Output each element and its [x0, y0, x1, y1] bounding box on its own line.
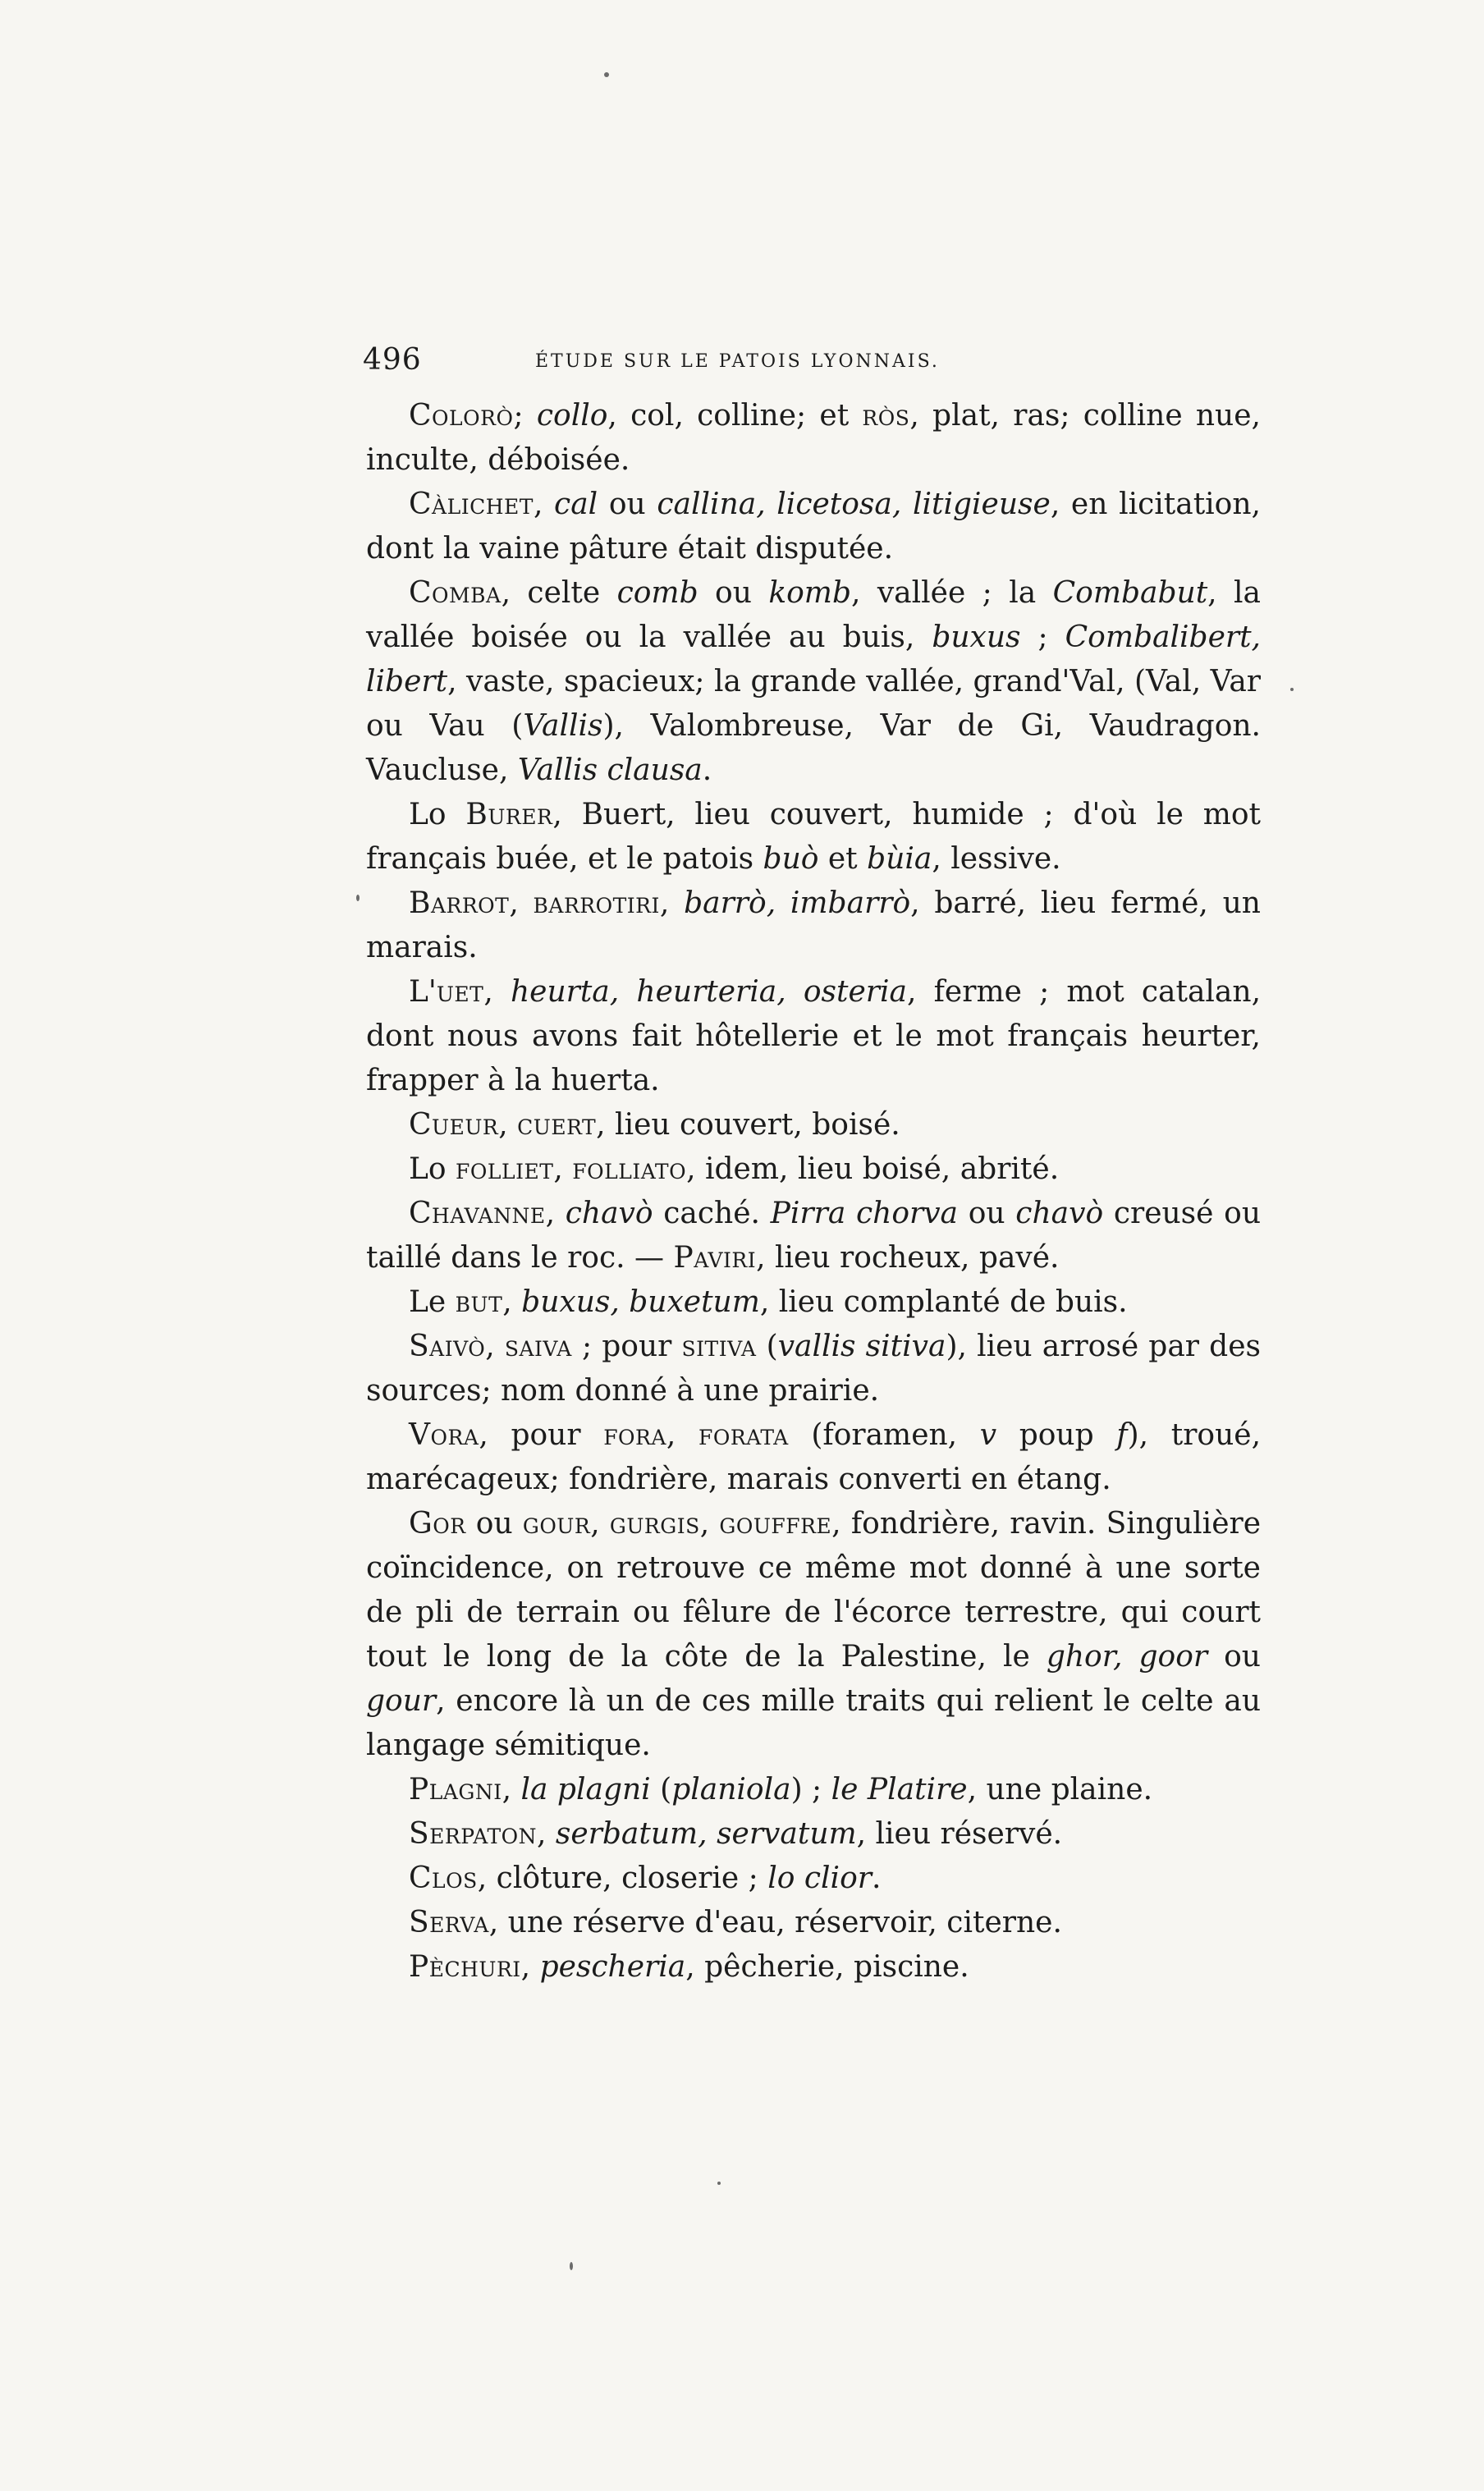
entry-text: , clôture, closerie ; — [477, 1861, 768, 1895]
headword: Comba — [409, 576, 502, 610]
glossary-entry — [366, 483, 1261, 571]
entry-text: caché. — [653, 1197, 771, 1230]
italic-term: barrò, imbarrò — [684, 886, 911, 920]
glossary-entry — [366, 1413, 1261, 1502]
entry-text: , lieu rocheux, pavé. — [756, 1241, 1060, 1275]
entry-text: , une plaine. — [967, 1773, 1153, 1806]
headword: gouffre — [719, 1507, 832, 1541]
entry-text: , — [666, 1418, 698, 1452]
entry-text: ( — [650, 1773, 672, 1806]
headword: gurgis — [609, 1507, 700, 1541]
entry-text: , encore là un de ces mille traits qui relient le celte au langage sémitique. — [366, 1684, 1261, 1762]
italic-term: ghor, goor — [1046, 1640, 1208, 1674]
entry-text: ( — [756, 1330, 778, 1363]
entry-text: , ferme ; mot catalan, dont nous avons fait hôtellerie et le mot français heurter, frapper à la huerta. — [366, 975, 1262, 1097]
entry-text: ), lieu arrosé par des sources; nom donné à une prairie. — [366, 1330, 1261, 1408]
entry-text: , — [699, 1507, 720, 1541]
entry-text: ; — [1020, 620, 1065, 654]
headword: folliet — [456, 1152, 554, 1186]
headword: Saivò — [409, 1330, 486, 1363]
italic-term: buxus, buxetum — [521, 1285, 760, 1319]
entry-text: , idem, lieu boisé, abrité. — [686, 1152, 1060, 1186]
headword: Barrot — [409, 886, 510, 920]
italic-term: comb — [616, 576, 698, 610]
entry-text: poup — [996, 1418, 1117, 1452]
entry-text: , — [502, 1773, 521, 1806]
headword: Serpaton — [409, 1817, 537, 1851]
entry-text: creusé ou taillé dans le roc. — — [366, 1197, 1262, 1275]
entry-text: . — [702, 753, 712, 787]
italic-term: cal — [554, 488, 598, 521]
entry-text: , lessive. — [932, 842, 1061, 876]
entry-text: , — [537, 1817, 556, 1851]
italic-term: gour — [366, 1684, 437, 1718]
entry-text: ou — [598, 488, 657, 521]
italic-term: le Platire — [831, 1773, 968, 1806]
glossary-entry — [366, 394, 1261, 483]
headword: Clos — [409, 1861, 478, 1895]
headword: but — [455, 1285, 503, 1319]
glossary-entry — [366, 793, 1261, 881]
italic-term: v — [979, 1418, 997, 1452]
italic-term: Combabut — [1052, 576, 1208, 610]
entry-text: , en licitation, dont la vaine pâture était disputée. — [366, 488, 1261, 566]
scan-speck — [1290, 688, 1294, 691]
glossary-entry — [366, 1192, 1261, 1280]
body-text — [366, 394, 1261, 1990]
entry-text: ou — [698, 576, 769, 610]
entry-text: et — [818, 842, 868, 876]
scan-speck — [356, 895, 360, 901]
headword: gour — [522, 1507, 591, 1541]
entry-text: Lo — [409, 1152, 456, 1186]
headword: sitiva — [681, 1330, 757, 1363]
entry-text: , fondrière, ravin. Singulière coïncidence, on retrouve ce même mot donné à une sorte de pli de terrain ou fêlure de l'écorce terrestre, qui court tout le long de la côte de la Palestine, le — [366, 1507, 1262, 1674]
entry-text: , pour — [479, 1418, 604, 1452]
entry-text: , pêcherie, piscine. — [685, 1950, 969, 1984]
headword: Càlichet — [409, 488, 534, 521]
headword: fora — [603, 1418, 666, 1452]
glossary-entry — [366, 1103, 1261, 1147]
italic-term: buxus — [932, 620, 1021, 654]
italic-term: chavò — [565, 1197, 653, 1230]
entry-text: , col, colline; et — [607, 399, 863, 433]
italic-term: chavò — [1015, 1197, 1104, 1230]
entry-text: , lieu réservé. — [856, 1817, 1063, 1851]
entry-text: ), troué, marécageux; fondrière, marais converti en étang. — [366, 1418, 1262, 1496]
entry-text: , barré, lieu fermé, un marais. — [366, 886, 1261, 964]
headword: cuert — [517, 1108, 597, 1142]
entry-text: , — [545, 1197, 566, 1230]
headword: Cueur — [409, 1108, 499, 1142]
glossary-entry — [366, 1857, 1261, 1901]
entry-text: , — [485, 1330, 505, 1363]
glossary-entry — [366, 1901, 1261, 1945]
entry-text: , vaste, spacieux; la grande vallée, grand'Val, (Val, Var ou Vau ( — [366, 665, 1261, 743]
entry-text: , celte — [501, 576, 617, 610]
entry-text: ; pour — [571, 1330, 682, 1363]
headword: Paviri — [673, 1241, 757, 1275]
italic-term: heurta, heurteria, osteria — [510, 975, 907, 1009]
entry-text: . — [871, 1861, 882, 1895]
glossary-entry — [366, 1502, 1261, 1768]
entry-text: , — [509, 886, 534, 920]
italic-term: Combalibert, libert — [366, 620, 1261, 698]
entry-text: , — [498, 1108, 518, 1142]
entry-text: , — [533, 488, 555, 521]
headword: Chavanne — [409, 1197, 546, 1230]
italic-term: callina, licetosa, litigieuse — [657, 488, 1051, 521]
italic-term: buò — [763, 842, 819, 876]
entry-text: , — [590, 1507, 610, 1541]
entry-text: ; — [513, 399, 537, 433]
glossary-entry — [366, 1768, 1261, 1812]
italic-term: komb — [768, 576, 851, 610]
italic-term: pescheria — [539, 1950, 686, 1984]
entry-text: , lieu complanté de buis. — [759, 1285, 1128, 1319]
italic-term: vallis sitiva — [777, 1330, 946, 1363]
italic-term: f — [1116, 1418, 1128, 1452]
entry-text: , — [553, 1152, 573, 1186]
glossary-entry — [366, 1280, 1261, 1325]
headword: uet — [436, 975, 484, 1009]
entry-text: , la vallée boisée ou la vallée au buis, — [366, 576, 1261, 654]
glossary-entry — [366, 1147, 1261, 1192]
entry-text: L' — [409, 975, 437, 1009]
italic-term: Vallis — [523, 709, 603, 743]
running-title: ÉTUDE SUR LE PATOIS LYONNAIS. — [535, 351, 940, 372]
entry-text: , — [520, 1950, 540, 1984]
italic-term: Pirra chorva — [770, 1197, 959, 1230]
entry-text: , plat, ras; colline nue, inculte, déboisée. — [366, 399, 1261, 477]
entry-text: ou — [958, 1197, 1016, 1230]
headword: Burer — [465, 798, 553, 831]
headword: Colorò — [409, 399, 514, 433]
entry-text: , lieu couvert, boisé. — [596, 1108, 900, 1142]
entry-text: (foramen, — [788, 1418, 980, 1452]
italic-term: Vallis clausa — [517, 753, 703, 787]
italic-term: collo — [536, 399, 608, 433]
italic-term: lo clior — [767, 1861, 872, 1895]
entry-text: ou — [1207, 1640, 1261, 1674]
italic-term: serbatum, servatum — [555, 1817, 857, 1851]
scan-speck — [604, 72, 609, 77]
entry-text: , une réserve d'eau, réservoir, citerne. — [488, 1906, 1062, 1939]
page-header — [363, 343, 1259, 384]
entry-text: , — [483, 975, 511, 1009]
entry-text: ), Valombreuse, Var de Gi, Vaudragon. Vaucluse, — [366, 709, 1261, 787]
entry-text: , — [502, 1285, 522, 1319]
page-number: 496 — [363, 343, 422, 377]
headword: saiva — [504, 1330, 572, 1363]
entry-text: , vallée ; la — [850, 576, 1053, 610]
glossary-entry — [366, 571, 1261, 793]
headword: Vora — [409, 1418, 479, 1452]
headword: ròs — [862, 399, 910, 433]
entry-text: ou — [465, 1507, 523, 1541]
italic-term: planiola — [671, 1773, 791, 1806]
headword: Plagni — [409, 1773, 502, 1806]
glossary-entry — [366, 1325, 1261, 1413]
entry-text: , — [659, 886, 685, 920]
entry-text: Le — [409, 1285, 456, 1319]
glossary-entry — [366, 881, 1261, 970]
entry-text: ) ; — [790, 1773, 831, 1806]
headword: Pèchuri — [409, 1950, 521, 1984]
headword: folliato — [572, 1152, 687, 1186]
entry-text: Lo — [409, 798, 466, 831]
headword: barrotiri — [533, 886, 660, 920]
scan-speck — [717, 2182, 721, 2185]
glossary-entry — [366, 970, 1261, 1103]
headword: forata — [698, 1418, 789, 1452]
headword: Serva — [409, 1906, 489, 1939]
glossary-entry — [366, 1945, 1261, 1990]
glossary-entry — [366, 1812, 1261, 1857]
italic-term: la plagni — [520, 1773, 651, 1806]
entry-text: , Buert, lieu couvert, humide ; d'où le mot français buée, et le patois — [366, 798, 1261, 876]
headword: Gor — [409, 1507, 466, 1541]
scan-speck — [570, 2262, 573, 2270]
italic-term: bùia — [867, 842, 932, 876]
